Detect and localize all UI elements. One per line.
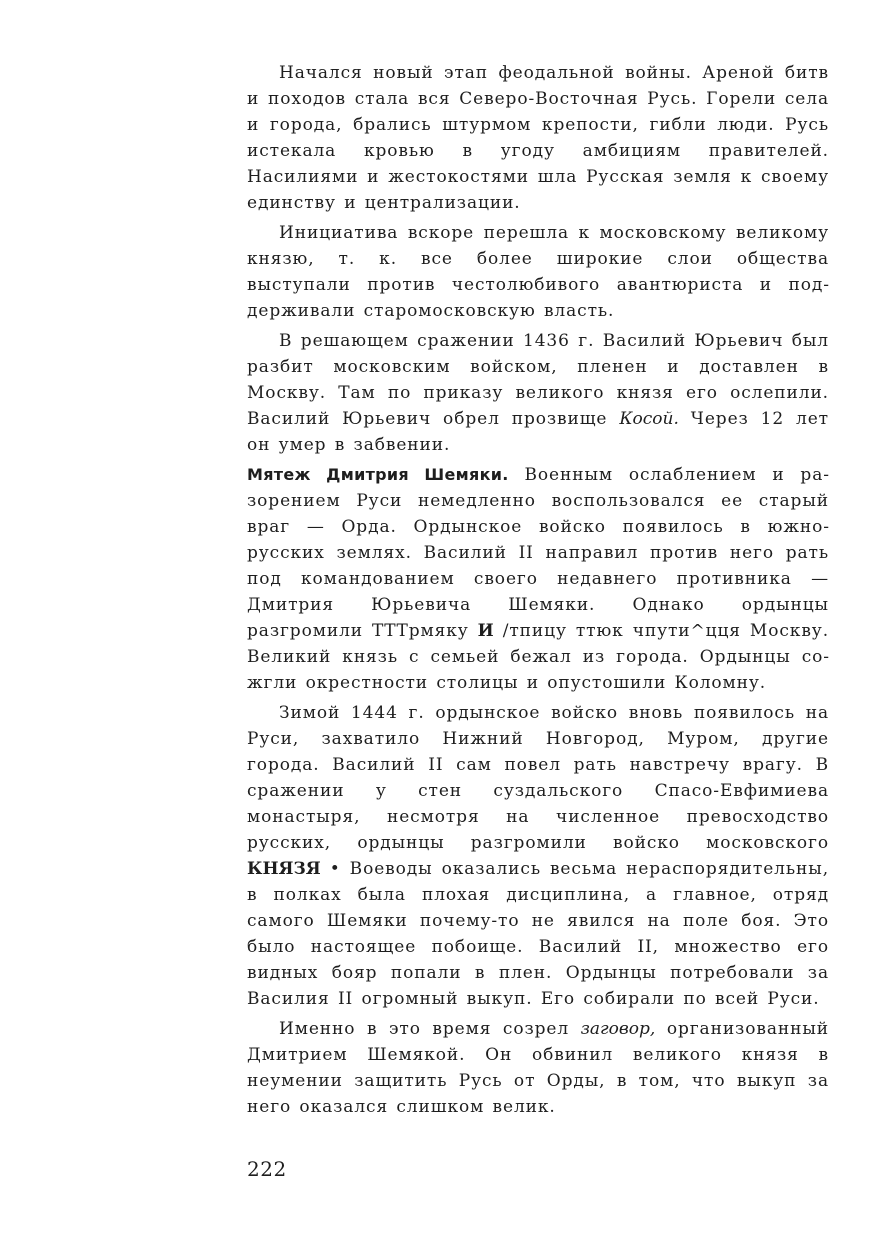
paragraph-1 bbox=[247, 60, 829, 216]
paragraph-3 bbox=[247, 328, 829, 458]
page-text bbox=[247, 60, 829, 1124]
paragraph-5 bbox=[247, 700, 829, 1012]
bold-word: КНЯЗЯ bbox=[247, 859, 321, 879]
paragraph-1-text: Начался новый этап феодальной войны. Ареной битв и походов стала вся Северо-Восточная Русь. Горели села и города, брались штурмом крепости, гибли люди. Русь истекала кровью в угоду амбициям правителей. Насилиями и жестокостями шла Русская земля к своему единству и централизации. bbox=[247, 63, 829, 213]
emphasis-zagovor: заговор, bbox=[580, 1019, 656, 1039]
section-heading: Мятеж Дмитрия Шемяки. bbox=[247, 465, 509, 484]
paragraph-6-text-end: организованный Дмитрием Шемякой. Он обвинил великого князя в неумении защитить Русь от Орды, в том, что выкуп за него оказался слишком велик. bbox=[247, 1019, 829, 1117]
paragraph-3-text-end: Через 12 лет он умер в забвении. bbox=[247, 409, 829, 455]
paragraph-6 bbox=[247, 1016, 829, 1120]
paragraph-2-text: Инициатива вскоре перешла к московскому великому князю, т. к. все более широкие слои общества выступали против честолюбивого авантюриста и поддерживали старомосковскую власть. bbox=[247, 223, 829, 321]
page-number: 222 bbox=[247, 1157, 287, 1181]
paragraph-4-text-end: /тпицу ттюк чпути^цця Москву. Великий князь с семьей бежал из города. Ордынцы сожгли окрестности столицы и опустошили Коломну. bbox=[247, 621, 829, 693]
paragraph-5-text: Зимой 1444 г. ордынское войско вновь появилось на Руси, захватило Нижний Новгород, Муром, другие города. Василий II сам повел рать навстречу врагу. В сражении у стен суздальского Спасо-Евфимиева монастыря, несмотря на численное превосходство русских, ордынцы разгромили войско московского bbox=[247, 703, 829, 853]
bold-letter: И bbox=[477, 621, 494, 641]
paragraph-3-text: В решающем сражении 1436 г. Василий Юрьевич был разбит московским войском, пленен и доставлен в Москву. Там по приказу великого князя его ослепили. Василий Юрьевич обрел прозвище bbox=[247, 331, 829, 429]
paragraph-2 bbox=[247, 220, 829, 324]
paragraph-6-text: Именно в это время созрел bbox=[279, 1019, 581, 1039]
paragraph-4 bbox=[247, 462, 829, 696]
paragraph-4-text: Военным ослаблением и разорением Руси немедленно воспользовался ее старый враг — Орда. Ордынское войско появилось в южнорусских землях. Василий II направил против него рать под командованием своего недавнего противника — Дмитрия Юрьевича Шемяки. Однако ордынцы разгромили ТТТрмяку bbox=[247, 465, 829, 641]
emphasis-kosoy: Косой. bbox=[619, 409, 679, 429]
paragraph-5-text-end: • Воеводы оказались весьма нераспорядительны, в полках была плохая дисциплина, а главное, отряд самого Шемяки почему-то не явился на поле боя. Это было настоящее побоище. Василий II, множество его видных бояр попали в плен. Ордынцы потребовали за Василия II огромный выкуп. Его собирали по всей Руси. bbox=[247, 859, 829, 1009]
